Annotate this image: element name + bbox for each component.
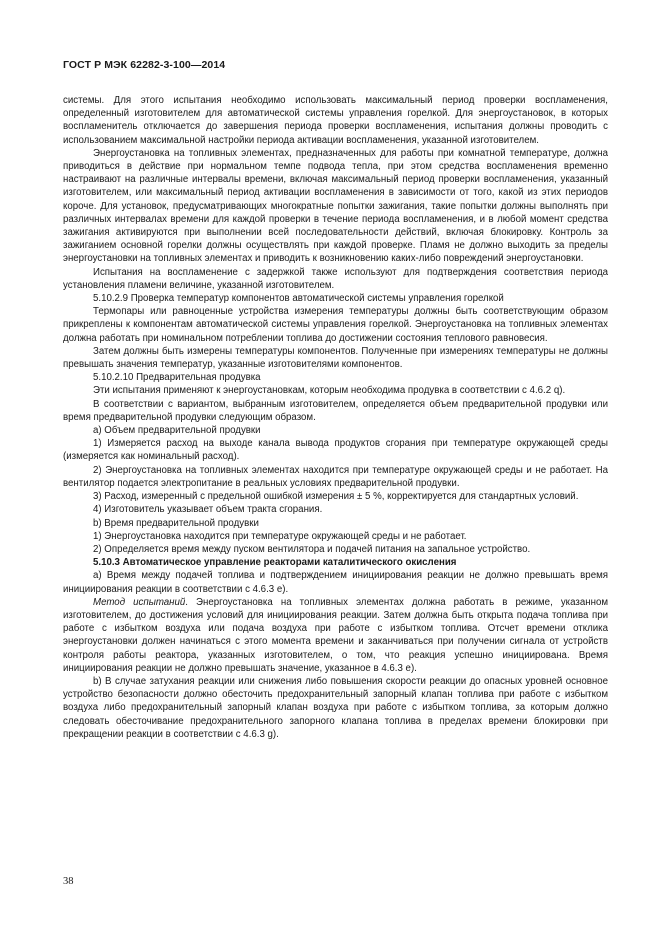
list-item: а) Объем предварительной продувки bbox=[93, 425, 261, 437]
document-header: ГОСТ Р МЭК 62282-3-100—2014 bbox=[63, 59, 226, 71]
section-heading-bold: 5.10.3 Автоматическое управление реакторами каталитического окисления bbox=[93, 557, 457, 569]
paragraph: Термопары или равноценные устройства измерения температуры должны быть соответствующим образом прикреплены к компонентам автоматической системы управления горелкой. Энергоустановка на топливных элементах должна работать при номинальном потреблении топлива до достижении состояния теплового равновесия. bbox=[63, 306, 608, 344]
list-item: 2) Энергоустановка на топливных элементах находится при температуре окружающей среды и не работает. На вентилятор подается электропитание в реальных условиях предварительной продувки. bbox=[63, 464, 608, 489]
body-text bbox=[63, 94, 608, 741]
list-item: b) В случае затухания реакции или снижения либо повышения скорости реакции до опасных уровней основное устройство безопасности должно обесточить предохранительный запорный клапан топлива при работе с избытком воздуха либо предохранительный запорный клапан воздуха при работе с избытком топлива, за которым должно следовать обесточивание предохранительного запорного клапана топлива в пределах времени блокировки при прекращении реакции в соответствии с 4.6.3 g). bbox=[63, 675, 608, 740]
paragraph: Затем должны быть измерены температуры компонентов. Полученные при измерениях температуры не должны превышать значения температур, указанные изготовителями компонентов. bbox=[63, 345, 608, 371]
page-number: 38 bbox=[63, 876, 74, 887]
list-item: 1) Энергоустановка находится при температуре окружающей среды и не работает. bbox=[93, 530, 467, 542]
section-heading: 5.10.2.9 Проверка температур компонентов автоматической системы управления горелкой bbox=[93, 293, 504, 305]
list-item: b) Время предварительной продувки bbox=[93, 517, 259, 529]
list-item: 2) Определяется время между пуском вентилятора и подачей питания на запальное устройство. bbox=[93, 543, 531, 555]
paragraph: Энергоустановка на топливных элементах, предназначенных для работы при комнатной температуре, должна приводиться в действие при нормальном темпе подвода тепла, при этом средства воспламенения временно настраивают на различные интервалы времени, включая максимальный период проверки воспламенения, указанный изготовителем, или максимальный период активации воспламенения в зависимости от того, какой из этих периодов короче. Для установок, предусматривающих многократные попытки зажигания, такие попытки должны выполнять при различных интервалах времени для каждой проверки в течение периода воспламенения, и в любой момент средства зажигания активируются при выполнении всей последовательности действий, включая блокировку. Контроль за зажиганием основной горелки должны осуществлять при каждой проверке. Пламя не должно выходить за пределы энергоустановки на топливных элементах и приводить к возникновению каких-либо повреждений энергоустановки. bbox=[63, 147, 608, 265]
paragraph: В соответствии с вариантом, выбранным изготовителем, определяется объем предварительной продувки или время предварительной продувки следующим образом. bbox=[63, 398, 608, 423]
paragraph: системы. Для этого испытания необходимо использовать максимальный период проверки воспламенения, определенный изготовителем для автоматической системы управления горелкой. Для энергоустановок, в которых воспламенитель отключается до завершения периода проверки воспламенения, испытания должны проводить с использованием максимальной настройки периода активации воспламенения, указанной изготовителем. bbox=[63, 95, 608, 146]
paragraph: Эти испытания применяют к энергоустановкам, которым необходима продувка в соответствии с 4.6.2 q). bbox=[93, 385, 566, 397]
test-method-text: . Энергоустановка на топливных элементах должна работать в режиме, указанном изготовителем, до достижения условий для инициирования реакции. Затем должна быть открыта подача топлива при работе с избытком воздуха или подача воздуха при работе с избытком топлива. Отсчет времени отклика энергоустановки должен начинаться с этого момента времени и заканчиваться при получении сигнала от устройств контроля работы реактора, указанных изготовителем, о том, что реакция успешно инициирована. Время инициирования реакции не должно превышать значение, указанное в 4.6.3 е). bbox=[63, 596, 608, 674]
paragraph: Испытания на воспламенение с задержкой также используют для подтверждения соответствия периода установления пламени величине, указанной изготовителем. bbox=[63, 266, 608, 291]
paragraph bbox=[63, 596, 608, 675]
list-item: а) Время между подачей топлива и подтверждением инициирования реакции не должно превышать время инициирования реакции в соответствии с 4.6.3 е). bbox=[63, 570, 608, 595]
test-method-label: Метод испытаний bbox=[93, 596, 186, 608]
section-heading: 5.10.2.10 Предварительная продувка bbox=[93, 372, 261, 384]
list-item: 4) Изготовитель указывает объем тракта сгорания. bbox=[93, 504, 323, 516]
list-item: 1) Измеряется расход на выходе канала вывода продуктов сгорания при температуре окружающей среды (измеряется как номинальный расход). bbox=[63, 438, 608, 463]
list-item: 3) Расход, измеренный с предельной ошибкой измерения ± 5 %, корректируется для стандартных условий. bbox=[93, 491, 579, 503]
